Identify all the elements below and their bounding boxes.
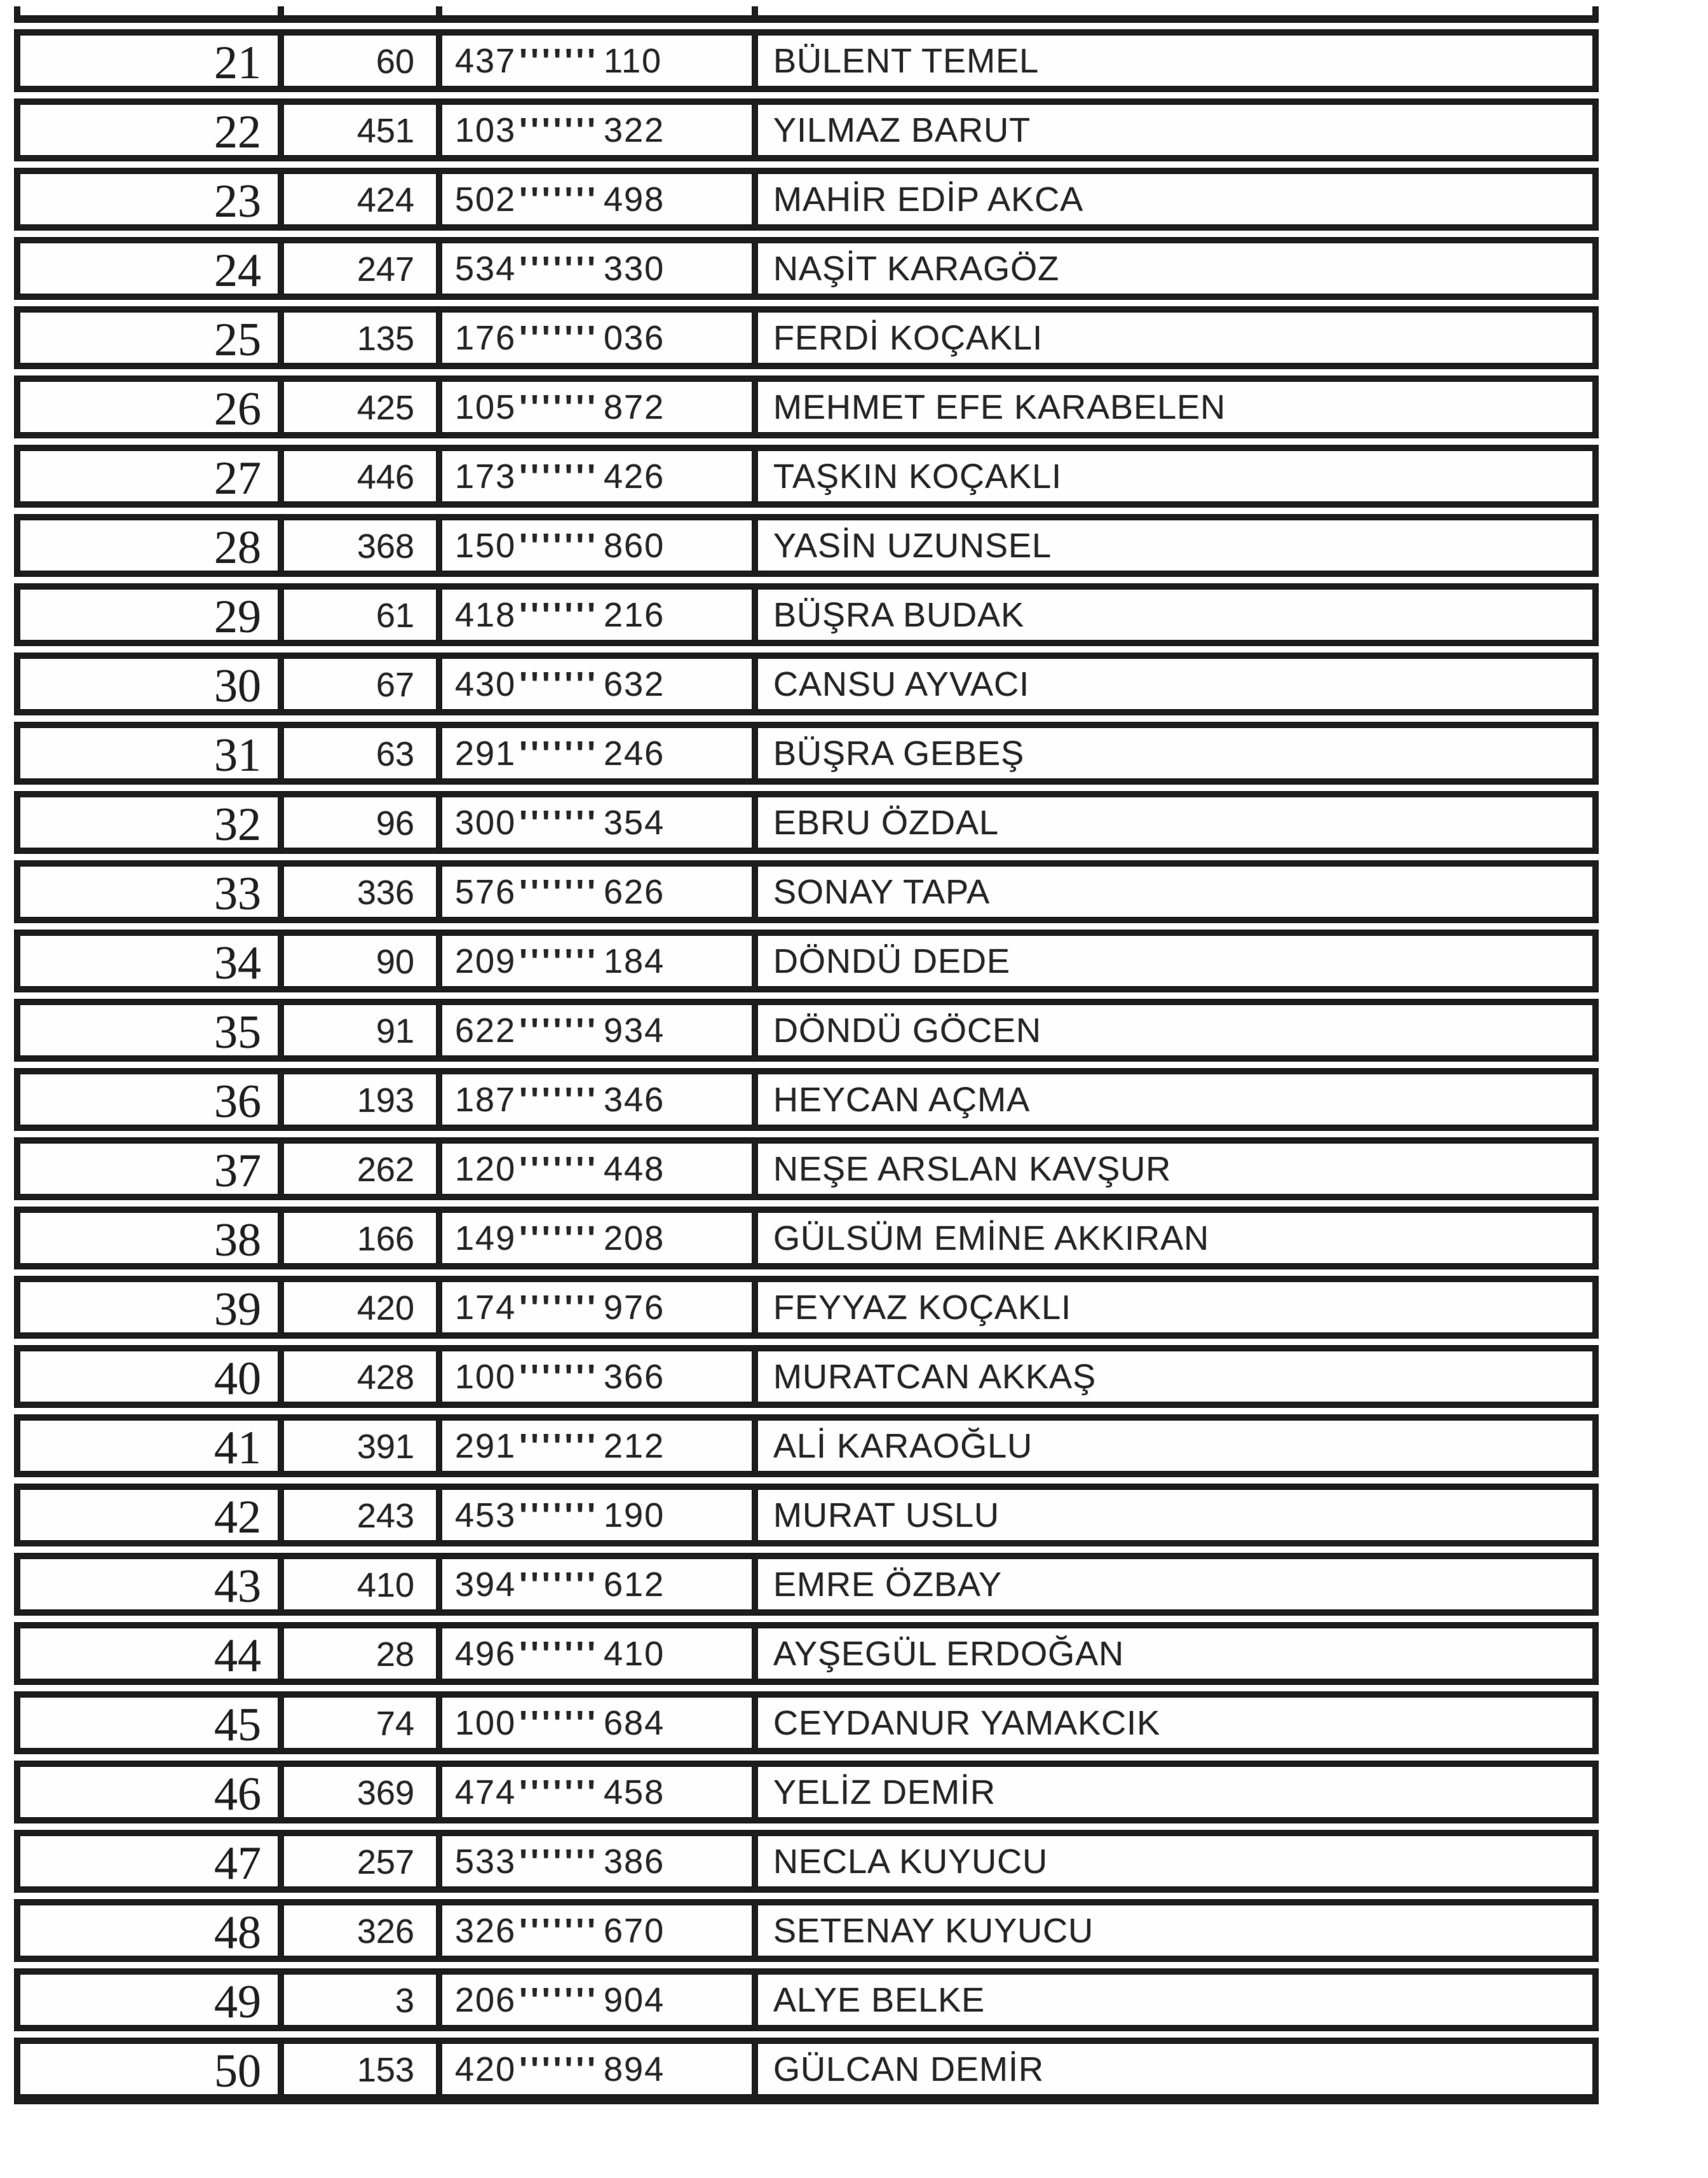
- id-suffix: 894: [604, 2050, 665, 2088]
- id-mask-marks: ''''''': [519, 319, 599, 357]
- id-prefix: 394: [455, 1566, 517, 1604]
- id-suffix: 498: [604, 180, 665, 219]
- cell-register-number: 90: [284, 936, 442, 986]
- cell-full-name: FERDİ KOÇAKLI: [773, 319, 1043, 357]
- id-mask-marks: ''''''': [519, 1427, 599, 1465]
- cell-register-number: 451: [284, 105, 442, 155]
- id-prefix: 100: [455, 1358, 517, 1396]
- id-mask-marks: ''''''': [519, 804, 599, 842]
- cell-full-name: AYŞEGÜL ERDOĞAN: [773, 1635, 1125, 1673]
- table-row: [14, 1968, 1599, 2031]
- id-mask-marks: ''''''': [519, 527, 599, 565]
- table-row: [14, 1345, 1599, 1408]
- id-prefix: 437: [455, 42, 517, 80]
- id-prefix: 174: [455, 1289, 517, 1327]
- id-mask-marks: ''''''': [519, 942, 599, 980]
- table-row: [14, 791, 1599, 854]
- cell-row-number: 45: [20, 1698, 284, 1748]
- cell-full-name: YELİZ DEMİR: [773, 1773, 996, 1811]
- cell-row-number: 25: [20, 313, 284, 363]
- cell-full-name: ALİ KARAOĞLU: [773, 1427, 1033, 1465]
- cell-masked-id-number: [442, 1351, 758, 1402]
- id-suffix: 346: [604, 1081, 665, 1119]
- id-mask-marks: ''''''': [519, 596, 599, 634]
- id-suffix: 684: [604, 1704, 665, 1742]
- id-prefix: 150: [455, 527, 517, 565]
- cell-masked-id-number: [442, 382, 758, 432]
- cell-full-name: MURATCAN AKKAŞ: [773, 1358, 1097, 1396]
- id-suffix: 976: [604, 1289, 665, 1327]
- cell-full-name: GÜLCAN DEMİR: [773, 2050, 1045, 2088]
- cell-row-number: 49: [20, 1975, 284, 2025]
- cell-full-name: CANSU AYVACI: [773, 665, 1030, 703]
- id-mask-marks: ''''''': [519, 873, 599, 911]
- id-prefix: 206: [455, 1981, 517, 2019]
- cell-row-number: 41: [20, 1421, 284, 1471]
- cell-masked-id-number: [442, 867, 758, 917]
- id-suffix: 612: [604, 1566, 665, 1604]
- id-suffix: 860: [604, 527, 665, 565]
- id-mask-marks: ''''''': [519, 1150, 599, 1188]
- id-suffix: 872: [604, 388, 665, 426]
- cell-masked-id-number: [442, 243, 758, 294]
- id-suffix: 670: [604, 1912, 665, 1950]
- id-prefix: 149: [455, 1219, 517, 1257]
- table-row: [14, 306, 1599, 369]
- cell-register-number: 262: [284, 1144, 442, 1194]
- table-row: [14, 1414, 1599, 1477]
- table-row: [14, 1137, 1599, 1200]
- cell-register-number: 135: [284, 313, 442, 363]
- cell-full-name: EBRU ÖZDAL: [773, 804, 1000, 842]
- table-row: [14, 1691, 1599, 1754]
- id-suffix: 410: [604, 1635, 665, 1673]
- id-suffix: 190: [604, 1496, 665, 1534]
- cell-row-number: 33: [20, 867, 284, 917]
- cell-register-number: 424: [284, 174, 442, 224]
- cell-register-number: 410: [284, 1559, 442, 1609]
- cell-row-number: 21: [20, 36, 284, 86]
- id-prefix: 173: [455, 457, 517, 496]
- cell-masked-id-number: [442, 520, 758, 571]
- table-row: [14, 168, 1599, 231]
- cell-masked-id-number: [442, 1213, 758, 1263]
- id-mask-marks: ''''''': [519, 665, 599, 703]
- cell-masked-id-number: [442, 2044, 758, 2094]
- id-prefix: 622: [455, 1011, 517, 1050]
- cell-row-number: 48: [20, 1905, 284, 1956]
- id-suffix: 448: [604, 1150, 665, 1188]
- cell-masked-id-number: [442, 797, 758, 848]
- table-cut-border: [14, 15, 1599, 23]
- id-prefix: 453: [455, 1496, 517, 1534]
- id-prefix: 209: [455, 942, 517, 980]
- id-suffix: 036: [604, 319, 665, 357]
- cell-masked-id-number: [442, 174, 758, 224]
- cell-masked-id-number: [442, 936, 758, 986]
- id-mask-marks: ''''''': [519, 1011, 599, 1050]
- table-row: [14, 860, 1599, 923]
- id-prefix: 105: [455, 388, 517, 426]
- id-mask-marks: ''''''': [519, 1496, 599, 1534]
- cell-full-name: GÜLSÜM EMİNE AKKIRAN: [773, 1219, 1210, 1257]
- id-prefix: 534: [455, 250, 517, 288]
- cell-full-name: EMRE ÖZBAY: [773, 1566, 1003, 1604]
- id-suffix: 216: [604, 596, 665, 634]
- cell-register-number: 74: [284, 1698, 442, 1748]
- cell-masked-id-number: [442, 1905, 758, 1956]
- id-mask-marks: ''''''': [519, 1358, 599, 1396]
- id-suffix: 246: [604, 734, 665, 773]
- cell-masked-id-number: [442, 105, 758, 155]
- cell-row-number: 47: [20, 1836, 284, 1886]
- id-mask-marks: ''''''': [519, 388, 599, 426]
- id-prefix: 291: [455, 1427, 517, 1465]
- table-row: [14, 999, 1599, 1062]
- id-mask-marks: ''''''': [519, 1566, 599, 1604]
- id-prefix: 496: [455, 1635, 517, 1673]
- cell-full-name: CEYDANUR YAMAKCIK: [773, 1704, 1161, 1742]
- id-mask-marks: ''''''': [519, 457, 599, 496]
- cell-register-number: 336: [284, 867, 442, 917]
- cell-masked-id-number: [442, 1628, 758, 1679]
- cell-masked-id-number: [442, 1559, 758, 1609]
- cell-full-name: MAHİR EDİP AKCA: [773, 180, 1084, 219]
- cell-masked-id-number: [442, 1836, 758, 1886]
- cell-row-number: 24: [20, 243, 284, 294]
- id-mask-marks: ''''''': [519, 111, 599, 149]
- cell-masked-id-number: [442, 1490, 758, 1540]
- id-suffix: 330: [604, 250, 665, 288]
- cell-masked-id-number: [442, 313, 758, 363]
- id-suffix: 626: [604, 873, 665, 911]
- id-prefix: 420: [455, 2050, 517, 2088]
- cell-register-number: 243: [284, 1490, 442, 1540]
- cell-row-number: 28: [20, 520, 284, 571]
- cell-register-number: 28: [284, 1628, 442, 1679]
- id-prefix: 430: [455, 665, 517, 703]
- cell-masked-id-number: [442, 590, 758, 640]
- cell-row-number: 35: [20, 1005, 284, 1055]
- table-row: [14, 237, 1599, 300]
- id-prefix: 103: [455, 111, 517, 149]
- cell-register-number: 60: [284, 36, 442, 86]
- cell-register-number: 63: [284, 728, 442, 778]
- table-row: [14, 29, 1599, 92]
- cell-masked-id-number: [442, 1005, 758, 1055]
- cell-register-number: 428: [284, 1351, 442, 1402]
- cell-register-number: 247: [284, 243, 442, 294]
- id-suffix: 110: [604, 42, 663, 80]
- cell-register-number: 420: [284, 1282, 442, 1332]
- cell-register-number: 425: [284, 382, 442, 432]
- cell-masked-id-number: [442, 1282, 758, 1332]
- cell-register-number: 67: [284, 659, 442, 709]
- id-suffix: 208: [604, 1219, 665, 1257]
- table-row: [14, 514, 1599, 577]
- id-mask-marks: ''''''': [519, 42, 599, 80]
- id-mask-marks: ''''''': [519, 1219, 599, 1257]
- cell-masked-id-number: [442, 1975, 758, 2025]
- table-row: [14, 1276, 1599, 1339]
- id-prefix: 176: [455, 319, 517, 357]
- id-prefix: 100: [455, 1704, 517, 1742]
- cell-register-number: 391: [284, 1421, 442, 1471]
- id-mask-marks: ''''''': [519, 1981, 599, 2019]
- table-row: [14, 98, 1599, 161]
- table-row: [14, 653, 1599, 715]
- table-row: [14, 1761, 1599, 1823]
- cell-full-name: BÜŞRA BUDAK: [773, 596, 1025, 634]
- cell-row-number: 29: [20, 590, 284, 640]
- cell-full-name: NECLA KUYUCU: [773, 1843, 1048, 1881]
- cell-row-number: 38: [20, 1213, 284, 1263]
- cell-full-name: NAŞİT KARAGÖZ: [773, 250, 1060, 288]
- voter-table-rows: [14, 29, 1599, 2104]
- cell-masked-id-number: [442, 451, 758, 501]
- cell-row-number: 30: [20, 659, 284, 709]
- id-mask-marks: ''''''': [519, 2050, 599, 2088]
- cell-row-number: 36: [20, 1074, 284, 1125]
- cell-row-number: 44: [20, 1628, 284, 1679]
- cell-row-number: 43: [20, 1559, 284, 1609]
- cell-row-number: 23: [20, 174, 284, 224]
- table-row: [14, 1484, 1599, 1546]
- id-mask-marks: ''''''': [519, 180, 599, 219]
- cell-row-number: 39: [20, 1282, 284, 1332]
- cell-register-number: 61: [284, 590, 442, 640]
- table-row: [14, 722, 1599, 785]
- id-mask-marks: ''''''': [519, 1081, 599, 1119]
- cell-full-name: SETENAY KUYUCU: [773, 1912, 1094, 1950]
- id-suffix: 426: [604, 457, 665, 496]
- cell-row-number: 32: [20, 797, 284, 848]
- cell-full-name: YASİN UZUNSEL: [773, 527, 1052, 565]
- id-prefix: 418: [455, 596, 517, 634]
- cell-masked-id-number: [442, 659, 758, 709]
- table-row: [14, 2038, 1599, 2104]
- id-suffix: 184: [604, 942, 665, 980]
- table-row: [14, 1068, 1599, 1131]
- cell-full-name: MEHMET EFE KARABELEN: [773, 388, 1226, 426]
- cell-masked-id-number: [442, 1421, 758, 1471]
- cell-masked-id-number: [442, 1767, 758, 1817]
- cell-full-name: TAŞKIN KOÇAKLI: [773, 457, 1062, 496]
- id-prefix: 120: [455, 1150, 517, 1188]
- id-mask-marks: ''''''': [519, 250, 599, 288]
- table-row: [14, 1622, 1599, 1685]
- cell-masked-id-number: [442, 1074, 758, 1125]
- id-suffix: 458: [604, 1773, 665, 1811]
- cell-row-number: 46: [20, 1767, 284, 1817]
- cell-register-number: 446: [284, 451, 442, 501]
- id-prefix: 300: [455, 804, 517, 842]
- id-suffix: 632: [604, 665, 665, 703]
- previous-row-cut-border: [14, 5, 1599, 23]
- table-row: [14, 375, 1599, 438]
- cell-register-number: 96: [284, 797, 442, 848]
- cell-full-name: HEYCAN AÇMA: [773, 1081, 1031, 1119]
- table-row: [14, 445, 1599, 508]
- cell-row-number: 22: [20, 105, 284, 155]
- table-row: [14, 1553, 1599, 1616]
- cell-full-name: BÜŞRA GEBEŞ: [773, 734, 1025, 773]
- id-mask-marks: ''''''': [519, 1773, 599, 1811]
- id-mask-marks: ''''''': [519, 734, 599, 773]
- cell-row-number: 34: [20, 936, 284, 986]
- id-prefix: 502: [455, 180, 517, 219]
- cell-register-number: 369: [284, 1767, 442, 1817]
- cell-register-number: 257: [284, 1836, 442, 1886]
- id-prefix: 533: [455, 1843, 517, 1881]
- cell-row-number: 37: [20, 1144, 284, 1194]
- cell-full-name: DÖNDÜ GÖCEN: [773, 1011, 1042, 1050]
- cell-register-number: 193: [284, 1074, 442, 1125]
- id-suffix: 386: [604, 1843, 665, 1881]
- cell-masked-id-number: [442, 36, 758, 86]
- id-mask-marks: ''''''': [519, 1289, 599, 1327]
- cell-register-number: 166: [284, 1213, 442, 1263]
- cell-row-number: 26: [20, 382, 284, 432]
- table-row: [14, 1899, 1599, 1962]
- table-row: [14, 1830, 1599, 1893]
- id-suffix: 212: [604, 1427, 665, 1465]
- cell-full-name: DÖNDÜ DEDE: [773, 942, 1011, 980]
- id-prefix: 474: [455, 1773, 517, 1811]
- cell-register-number: 91: [284, 1005, 442, 1055]
- cell-row-number: 31: [20, 728, 284, 778]
- scanned-list-table: [14, 5, 1599, 2104]
- id-suffix: 354: [604, 804, 665, 842]
- cell-full-name: MURAT USLU: [773, 1496, 1000, 1534]
- id-mask-marks: ''''''': [519, 1704, 599, 1742]
- cell-row-number: 40: [20, 1351, 284, 1402]
- cell-full-name: FEYYAZ KOÇAKLI: [773, 1289, 1072, 1327]
- cell-full-name: YILMAZ BARUT: [773, 111, 1031, 149]
- cell-full-name: ALYE BELKE: [773, 1981, 986, 2019]
- cell-full-name: BÜLENT TEMEL: [773, 42, 1040, 80]
- cell-full-name: SONAY TAPA: [773, 873, 991, 911]
- id-prefix: 187: [455, 1081, 517, 1119]
- id-mask-marks: ''''''': [519, 1843, 599, 1881]
- cell-register-number: 326: [284, 1905, 442, 1956]
- cell-register-number: 368: [284, 520, 442, 571]
- table-row: [14, 583, 1599, 646]
- cell-register-number: 3: [284, 1975, 442, 2025]
- cell-masked-id-number: [442, 728, 758, 778]
- id-prefix: 576: [455, 873, 517, 911]
- cell-row-number: 27: [20, 451, 284, 501]
- table-row: [14, 930, 1599, 992]
- cell-full-name: NEŞE ARSLAN KAVŞUR: [773, 1150, 1172, 1188]
- cell-masked-id-number: [442, 1144, 758, 1194]
- id-suffix: 366: [604, 1358, 665, 1396]
- id-suffix: 934: [604, 1011, 665, 1050]
- id-prefix: 291: [455, 734, 517, 773]
- cell-masked-id-number: [442, 1698, 758, 1748]
- id-mask-marks: ''''''': [519, 1635, 599, 1673]
- cell-row-number: 50: [20, 2044, 284, 2094]
- id-prefix: 326: [455, 1912, 517, 1950]
- table-row: [14, 1207, 1599, 1269]
- id-suffix: 322: [604, 111, 665, 149]
- cell-register-number: 153: [284, 2044, 442, 2094]
- id-suffix: 904: [604, 1981, 665, 2019]
- id-mask-marks: ''''''': [519, 1912, 599, 1950]
- cell-row-number: 42: [20, 1490, 284, 1540]
